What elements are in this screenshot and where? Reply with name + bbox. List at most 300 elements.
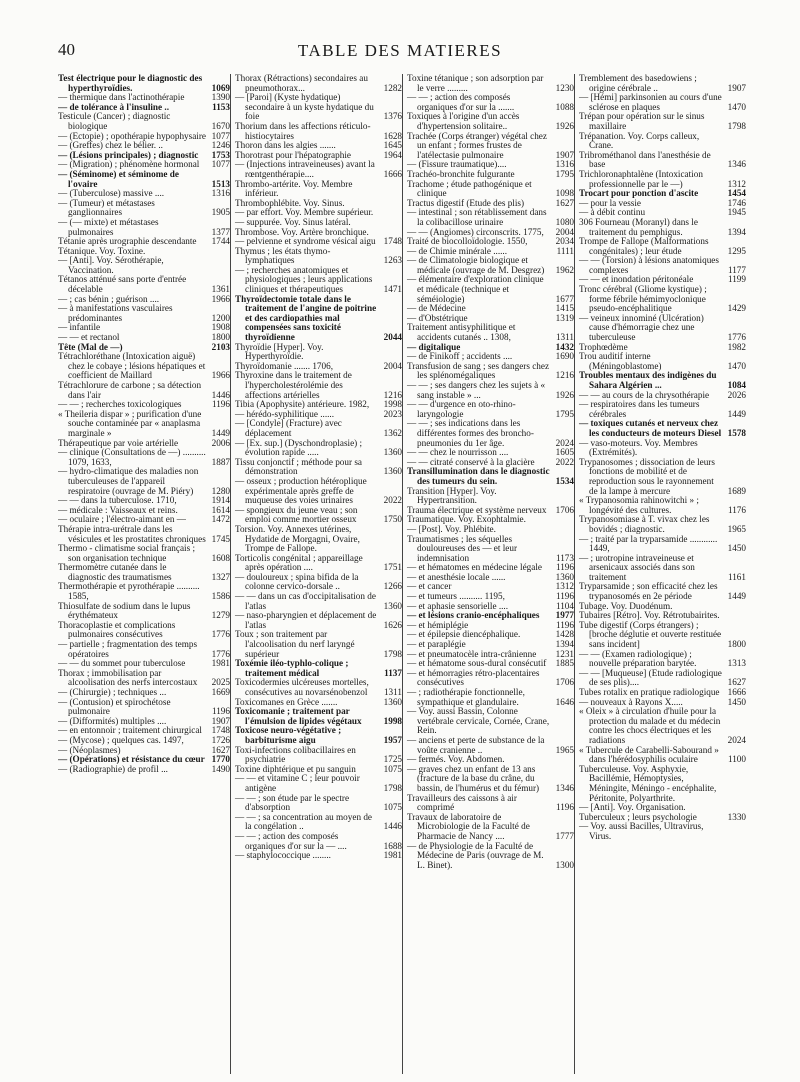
index-columns <box>58 74 748 1074</box>
entry-page-ref: 1513 <box>211 178 230 189</box>
index-entry <box>235 122 402 141</box>
entry-page-ref: 1316 <box>555 159 574 170</box>
entry-text: — douloureux ; spina bifida de la colonne cervico-dorsale .. <box>235 571 359 592</box>
index-entry <box>235 678 402 697</box>
index-entry <box>235 343 402 362</box>
entry-text: — et hématomes en médecine légale <box>407 562 542 573</box>
entry-text: — de Médecine <box>407 303 466 314</box>
entry-text: Thérapeutique par voie artérielle <box>58 437 179 448</box>
index-entry <box>407 707 574 736</box>
entry-page-ref: 1798 <box>383 782 402 793</box>
entry-text: — [Paroi] (Kyste hydatique) secondaire à un kyste hydatique du foie <box>235 92 374 122</box>
index-entry <box>58 669 230 688</box>
index-entry <box>235 630 402 659</box>
entry-page-ref: 1605 <box>555 447 574 458</box>
entry-text: — clinique (Consultations de —) .......... 1079, 1633, <box>58 447 206 467</box>
entry-page-ref: 1977 <box>555 610 574 621</box>
entry-page-ref: 2006 <box>211 437 230 448</box>
entry-page-ref: 1795 <box>555 408 574 419</box>
entry-page-ref: 1748 <box>211 725 230 736</box>
entry-text: — et tumeurs .......... 1195, <box>407 591 505 602</box>
entry-page-ref: 1945 <box>727 207 746 218</box>
entry-page-ref: 1216 <box>555 370 574 381</box>
entry-text: Trypanosomiase à T. vivax chez les bovidés ; diagnostic. <box>579 514 710 534</box>
entry-text: — (Fissure traumatique).... <box>407 159 507 170</box>
entry-text: « Tubercule de Carabelli-Sabourand » dans l'hérédosyphilis oculaire <box>579 744 719 765</box>
entry-page-ref: 2026 <box>727 389 746 400</box>
entry-page-ref: 2004 <box>555 226 574 237</box>
entry-page-ref: 1966 <box>211 370 230 381</box>
entry-text: — — au cours de la chrysothérapie <box>579 389 710 400</box>
entry-text: Tête (Mal de —) <box>58 341 123 352</box>
entry-text: — — (Examen radiologique) ; nouvelle préparation barytée. <box>579 648 697 669</box>
entry-text: Trou auditif interne (Méningoblastome) <box>579 351 662 371</box>
entry-text: — staphylococcique ........ <box>235 850 331 861</box>
index-entry <box>407 400 574 419</box>
index-entry <box>579 237 746 256</box>
entry-text: Tuberculeuse. Voy. Asphyxie, Bacillémie, Hémoptysies, Méningite, Méningo - encéphalite, Péritonite, Polyarthrite. <box>579 763 717 803</box>
entry-page-ref: 1628 <box>383 130 402 141</box>
entry-text: Tuberculeux ; leurs psychologie <box>579 811 697 822</box>
entry-page-ref: 1390 <box>211 92 230 103</box>
entry-text: Tronc cérébral (Gliome kystique) ; forme fébrile hémimyoclonique pseudo-encéphalitique <box>579 284 707 314</box>
index-entry <box>235 592 402 611</box>
entry-text: — (Chirurgie) ; techniques ... <box>58 687 167 697</box>
entry-page-ref: 1394 <box>727 226 746 237</box>
entry-text: Thyroïdomanie ....... 1706, <box>235 360 333 371</box>
entry-page-ref: 1360 <box>383 447 402 458</box>
entry-page-ref: 1330 <box>727 811 746 822</box>
index-entry <box>579 132 746 151</box>
entry-page-ref: 1608 <box>211 552 230 563</box>
index-entry <box>235 93 402 122</box>
entry-page-ref: 1614 <box>211 504 230 515</box>
entry-text: — d'Obstétrique <box>407 312 468 323</box>
entry-page-ref: 1075 <box>383 763 402 774</box>
entry-text: — naso-pharyngien et déplacement de l'atlas <box>235 610 377 630</box>
entry-text: Testicule (Cancer) ; diagnostic biologique <box>58 111 171 131</box>
index-entry <box>58 525 230 544</box>
entry-page-ref: 1750 <box>383 514 402 525</box>
entry-text: — — (Angiomes) circonscrits. 1775, <box>407 226 544 237</box>
index-entry <box>579 496 746 515</box>
entry-page-ref: 1199 <box>727 274 746 285</box>
entry-text: Tribrométhanol dans l'anesthésie de base <box>579 149 711 170</box>
entry-text: — — et rectanol <box>58 332 120 343</box>
entry-page-ref: 2025 <box>211 677 230 688</box>
entry-page-ref: 1449 <box>211 427 230 438</box>
entry-page-ref: 1084 <box>727 380 746 390</box>
entry-page-ref: 1319 <box>555 312 574 323</box>
entry-page-ref: 1645 <box>383 140 402 151</box>
index-entry <box>235 160 402 179</box>
entry-text: — (Séminome) et séminome de l'ovaire <box>58 168 179 189</box>
entry-text: — et anesthésie locale ...... <box>407 571 506 582</box>
entry-text: « Theileria dispar » ; purification d'une souche contaminée par « anaplasma marginale » <box>58 408 202 438</box>
entry-text: Tétrachloréthane (Intoxication aiguë) chez le cobaye ; lésions hépatiques et coefficient de Maillard <box>58 351 206 381</box>
entry-text: — pour la vessie <box>579 197 642 208</box>
index-entry <box>407 535 574 564</box>
index-entry <box>235 659 402 678</box>
entry-text: Tétanos atténué sans porte d'entrée décelable <box>58 274 187 295</box>
entry-text: Toxi-infections colibacillaires en psychiatrie <box>235 744 356 765</box>
entry-page-ref: 1965 <box>555 744 574 755</box>
index-entry <box>579 112 746 131</box>
entry-page-ref: 1677 <box>555 293 574 304</box>
index-entry <box>407 323 574 342</box>
entry-page-ref: 1327 <box>211 571 230 582</box>
entry-page-ref: 1981 <box>211 658 230 669</box>
index-entry <box>407 419 574 448</box>
entry-text: Tubaires [Rétro]. Voy. Rétrotubairites. <box>579 610 720 621</box>
entry-page-ref: 2044 <box>383 332 402 343</box>
entry-page-ref: 1173 <box>555 552 574 563</box>
index-entry <box>235 266 402 295</box>
entry-page-ref: 1246 <box>211 140 230 151</box>
index-entry <box>407 256 574 275</box>
entry-page-ref: 1300 <box>555 859 574 870</box>
entry-page-ref: 1200 <box>211 312 230 323</box>
entry-page-ref: 1744 <box>211 236 230 247</box>
index-entry <box>407 362 574 381</box>
entry-page-ref: 1394 <box>555 639 574 650</box>
index-entry <box>407 381 574 400</box>
entry-text: — — et vitamine C ; leur pouvoir antigène <box>235 773 360 793</box>
index-entry <box>235 774 402 793</box>
entry-text: — de tolérance à l'insuline .. <box>58 101 170 112</box>
entry-page-ref: 1966 <box>211 293 230 304</box>
index-entry <box>235 506 402 525</box>
index-entry <box>407 180 574 199</box>
entry-page-ref: 1196 <box>211 399 230 410</box>
index-entry <box>235 794 402 813</box>
index-entry <box>579 419 746 438</box>
entry-page-ref: 1914 <box>211 495 230 506</box>
index-entry <box>235 419 402 438</box>
entry-page-ref: 1962 <box>555 264 574 275</box>
entry-page-ref: 2024 <box>727 734 746 745</box>
entry-text: Test électrique pour le diagnostic des hyperthyroïdies. <box>58 74 203 93</box>
index-entry <box>58 112 230 131</box>
entry-page-ref: 1470 <box>727 101 746 112</box>
index-entry <box>407 688 574 707</box>
entry-page-ref: 1313 <box>727 658 746 669</box>
entry-page-ref: 1428 <box>555 629 574 640</box>
entry-text: — par effort. Voy. Membre supérieur. <box>235 207 374 218</box>
entry-text: — — citraté conservé à la glacière <box>407 456 535 467</box>
entry-text: — — du sommet pour tuberculose <box>58 658 186 669</box>
entry-page-ref: 1887 <box>211 456 230 467</box>
entry-text: — veineux innominé (Ulcération) cause d'hémorragie chez une tuberculeuse <box>579 312 704 343</box>
entry-page-ref: 1360 <box>383 466 402 477</box>
entry-text: Transillumination dans le diagnostic des tumeurs du sein. <box>407 466 550 486</box>
index-entry <box>579 621 746 650</box>
entry-text: Thiosulfate de sodium dans le lupus érythémateux <box>58 600 191 621</box>
entry-page-ref: 1088 <box>555 101 574 112</box>
entry-page-ref: 1450 <box>727 696 746 707</box>
entry-page-ref: 1706 <box>555 504 574 515</box>
entry-text: Toxicose neuro-végétative ; barbiturisme aigu <box>235 725 342 745</box>
entry-text: — — ; action des composés organiques d'or sur la — .... <box>235 830 347 851</box>
entry-text: Thrombose. Voy. Artère bronchique. <box>235 226 369 237</box>
entry-text: Thoracoplastie et complications pulmonaires consécutives <box>58 619 176 640</box>
entry-page-ref: 1263 <box>383 255 402 266</box>
entry-page-ref: 1908 <box>211 322 230 333</box>
entry-text: — [Anti]. Voy. Organisation. <box>579 802 686 813</box>
entry-text: Trachéo-bronchite fulgurante <box>407 168 515 179</box>
entry-text: — [Anti]. Voy. Sérothérapie, Vaccination. <box>58 255 164 275</box>
index-entry <box>235 851 402 861</box>
index-entry <box>579 554 746 583</box>
entry-text: — Voy. aussi Bacilles, Ultravirus, Virus. <box>579 821 704 841</box>
index-entry <box>58 256 230 275</box>
entry-page-ref: 1311 <box>555 332 574 343</box>
entry-text: Torticolis congénital ; appareillage après opération .... <box>235 552 363 573</box>
index-entry <box>579 74 746 93</box>
entry-text: Traitement antisyphilitique et accidents cutanés .. 1308, <box>407 322 516 343</box>
index-entry <box>235 371 402 400</box>
entry-page-ref: 1346 <box>555 782 574 793</box>
entry-text: — (Tuberculose) massive .... <box>58 188 165 199</box>
index-column-3 <box>402 74 574 1074</box>
entry-page-ref: 1316 <box>211 188 230 199</box>
entry-text: — [Hémi] parkinsonien au cours d'une sclérose en plaques <box>579 92 722 112</box>
index-entry <box>579 582 746 601</box>
index-entry <box>58 199 230 218</box>
entry-text: Toxiques à l'origine d'un accès d'hypertension solitaire.. <box>407 111 520 131</box>
entry-text: — et hémorragies rétro-placentaires consécutives <box>407 667 540 688</box>
index-entry <box>58 170 230 189</box>
index-entry <box>579 151 746 170</box>
entry-text: — respiratoires dans les tumeurs cérébrales <box>579 399 700 419</box>
entry-page-ref: 1795 <box>555 168 574 179</box>
entry-text: Trauma électrique et système nerveux <box>407 504 547 515</box>
entry-page-ref: 1077 <box>211 130 230 141</box>
entry-page-ref: 1376 <box>383 111 402 122</box>
entry-text: Thorotrast pour l'hépatographie <box>235 149 351 160</box>
index-entry <box>235 180 402 199</box>
entry-text: Thermomètre cutanée dans le diagnostic des traumatismes <box>58 562 172 582</box>
entry-text: — à débit continu <box>579 207 646 218</box>
entry-text: — oculaire ; l'électro-aimant en — <box>58 514 186 525</box>
entry-page-ref: 1470 <box>727 360 746 371</box>
index-entry <box>407 275 574 304</box>
index-entry <box>58 448 230 467</box>
index-entry <box>58 381 230 400</box>
entry-page-ref: 1075 <box>383 802 402 813</box>
entry-page-ref: 1282 <box>383 82 402 93</box>
entry-text: Transfusion de sang ; ses dangers chez les splénomégaliques <box>407 360 550 381</box>
entry-text: — — ; sa concentration au moyen de la congélation .. <box>235 811 373 832</box>
index-entry <box>235 832 402 851</box>
entry-text: Toxicomanes en Grèce ....... <box>235 696 338 707</box>
entry-text: — (Tumeur) et métastases ganglionnaires <box>58 197 155 218</box>
entry-text: Thorax (Rétractions) secondaires au pneumothorax... <box>235 74 368 93</box>
entry-page-ref: 1266 <box>383 581 402 592</box>
index-entry <box>579 515 746 534</box>
index-entry <box>579 650 746 669</box>
entry-page-ref: 1965 <box>727 523 746 534</box>
index-entry <box>579 218 746 237</box>
entry-page-ref: 1429 <box>727 303 746 314</box>
entry-text: — médicale : Vaisseaux et reins. <box>58 504 178 515</box>
index-entry <box>579 746 746 765</box>
index-entry <box>407 74 574 93</box>
entry-text: — et épilepsie diencéphalique. <box>407 629 521 640</box>
entry-page-ref: 1450 <box>727 543 746 554</box>
index-entry <box>407 842 574 871</box>
entry-page-ref: 1905 <box>211 207 230 218</box>
entry-text: Thorax ; immobilisation par alcoolisation des nerfs intercostaux <box>58 667 198 688</box>
entry-page-ref: 1753 <box>211 149 230 160</box>
entry-text: — et paraplégie <box>407 639 466 650</box>
entry-text: — — dans la tuberculose. 1710, <box>58 495 177 506</box>
index-entry <box>579 669 746 688</box>
entry-text: — — ; recherches toxicologiques <box>58 399 182 410</box>
entry-page-ref: 1706 <box>555 677 574 688</box>
entry-text: — (Néoplasmes) <box>58 744 121 755</box>
entry-page-ref: 1415 <box>555 303 574 314</box>
entry-page-ref: 1998 <box>383 715 402 726</box>
index-entry <box>579 400 746 419</box>
entry-page-ref: 1964 <box>383 149 402 160</box>
index-entry <box>407 112 574 131</box>
index-entry <box>579 314 746 343</box>
entry-text: Tétanie après urographie descendante <box>58 236 197 247</box>
entry-text: Thrombophlébite. Voy. Sinus. <box>235 197 345 208</box>
entry-text: — Voy. aussi Bassin, Colonne vertébrale cervicale, Cornée, Crane, Rein. <box>407 706 550 736</box>
entry-text: Tubage. Voy. Duodénum. <box>579 600 673 611</box>
entry-page-ref: 2024 <box>555 437 574 448</box>
entry-text: — osseux ; production hétéroplique expérimentale après greffe de muqueuse des voies urinaires <box>235 475 367 506</box>
index-entry <box>235 439 402 458</box>
entry-text: Toxémie iléo-typhlo-colique ; traitement médical <box>235 658 349 678</box>
entry-text: — graves chez un enfant de 13 ans (fracture de la base du crâne, du bassin, de l'humérus et du fémur) <box>407 763 540 793</box>
entry-text: Traité de biocolloïdologie. 1550, <box>407 236 528 247</box>
entry-page-ref: 2103 <box>211 341 230 352</box>
entry-page-ref: 1726 <box>211 734 230 745</box>
entry-text: — (Difformités) multiples .... <box>58 715 167 726</box>
index-entry <box>579 371 746 390</box>
entry-page-ref: 1177 <box>727 264 746 275</box>
index-entry <box>579 170 746 189</box>
index-entry <box>407 669 574 688</box>
index-entry <box>407 813 574 842</box>
entry-text: Toux ; son traitement par l'alcoolisation du nerf laryngé supérieur <box>235 629 355 659</box>
entry-page-ref: 1472 <box>211 514 230 525</box>
entry-text: Tube digestif (Corps étrangers) ; [broche déglutie et ouverte restituée sans incident] <box>579 619 722 650</box>
entry-text: Travaux de laboratoire de Microbiologie de la Faculté de Pharmacie de Nancy .... <box>407 811 530 841</box>
entry-page-ref: 1746 <box>727 197 746 208</box>
entry-text: — hérédo-syphilitique ...... <box>235 408 335 419</box>
entry-page-ref: 1449 <box>727 408 746 419</box>
entry-text: — infantile <box>58 322 101 333</box>
entry-page-ref: 1311 <box>383 687 402 697</box>
entry-text: — — dans un cas d'occipitalisation de l'atlas <box>235 591 376 611</box>
entry-text: — de Chimie minérale ...... <box>407 245 508 256</box>
entry-page-ref: 1800 <box>727 639 746 650</box>
entry-page-ref: 1666 <box>727 687 746 697</box>
entry-page-ref: 1446 <box>383 821 402 832</box>
entry-page-ref: 1907 <box>727 82 746 93</box>
entry-text: — — d'urgence en oto-rhino-laryngologie <box>407 399 516 419</box>
index-entry <box>58 640 230 659</box>
entry-text: — [Post]. Voy. Phlébite. <box>407 523 496 534</box>
entry-text: — thermique dans l'actinothérapie <box>58 92 185 103</box>
entry-page-ref: 1432 <box>555 341 574 352</box>
entry-text: — ; recherches anatomiques et physiologiques ; leurs applications cliniques et thérapeutiques <box>235 264 373 295</box>
entry-page-ref: 1100 <box>727 754 746 765</box>
index-entry <box>58 582 230 601</box>
entry-text: — [Ex. sup.] (Dyschondroplasie) ; évolution rapide ..... <box>235 437 363 458</box>
index-entry <box>235 477 402 506</box>
entry-text: — partielle ; fragmentation des temps opératoires <box>58 639 198 659</box>
entry-text: — suppurée. Voy. Sinus latéral. <box>235 216 351 227</box>
entry-text: — digitalique <box>407 341 461 352</box>
entry-page-ref: 1360 <box>383 696 402 707</box>
entry-text: — et hémiplégie <box>407 619 469 630</box>
entry-page-ref: 1926 <box>555 120 574 131</box>
entry-text: Tubes rotalix en pratique radiologique <box>579 687 720 697</box>
index-entry <box>407 736 574 755</box>
entry-page-ref: 1216 <box>383 389 402 400</box>
entry-page-ref: 1080 <box>555 216 574 227</box>
entry-text: — (Greffes) chez le bélier. .. <box>58 140 163 151</box>
entry-text: Thyroïdectomie totale dans le traitement de l'angine de poitrine et des cardiopathies mal compensées sans toxicité thyroïdienne <box>235 293 377 343</box>
index-entry <box>235 707 402 726</box>
entry-text: — et lésions cranio-encéphaliques <box>407 610 540 621</box>
index-entry <box>579 352 746 371</box>
entry-text: — (Opérations) et résistance du cœur <box>58 754 205 765</box>
entry-page-ref: 1926 <box>555 389 574 400</box>
index-entry <box>58 544 230 563</box>
index-entry <box>407 794 574 813</box>
index-entry <box>58 602 230 621</box>
entry-page-ref: 2022 <box>383 495 402 506</box>
entry-text: — et pneumatocèle intra-crânienne <box>407 648 537 659</box>
entry-text: « Oleix » à circulation d'huile pour la protection du malade et du médecin contre les chocs électriques et les radiations <box>579 706 721 745</box>
entry-text: — toxiques cutanés et nerveux chez les conducteurs de moteurs Diesel <box>579 418 722 438</box>
entry-text: — anciens et perte de substance de la voûte cranienne .. <box>407 734 545 755</box>
index-entry <box>407 208 574 227</box>
index-entry <box>235 525 402 554</box>
entry-page-ref: 2004 <box>383 360 402 371</box>
entry-text: Tissu conjonctif ; méthode pour sa démonstration <box>235 456 363 477</box>
entry-text: — élémentaire d'exploration clinique et médicale (technique et séméiologie) <box>407 274 544 304</box>
entry-page-ref: 1776 <box>211 629 230 640</box>
entry-page-ref: 2022 <box>555 456 574 467</box>
entry-text: Thoron dans les algies ....... <box>235 140 336 151</box>
entry-text: — (Contusion) et spirochétose pulmonaire <box>58 696 171 717</box>
index-column-2 <box>230 74 402 1074</box>
entry-text: — (— mixte) et métastases pulmonaires <box>58 216 159 237</box>
entry-text: Thymus ; les états thymo-lymphatiques <box>235 245 331 266</box>
entry-text: — en entonnoir ; traitement chirurgical <box>58 725 202 736</box>
entry-page-ref: 1776 <box>211 648 230 659</box>
entry-page-ref: 1982 <box>727 341 746 352</box>
entry-page-ref: 1231 <box>555 648 574 659</box>
entry-page-ref: 1725 <box>383 754 402 765</box>
entry-page-ref: 1069 <box>211 82 230 93</box>
index-entry <box>579 285 746 314</box>
entry-text: Transition [Hyper]. Voy. Hypertransition. <box>407 485 497 506</box>
entry-text: — — ; ses indications dans les différentes formes des broncho-pneumonies du 1er âge. <box>407 418 534 448</box>
index-entry <box>58 410 230 439</box>
index-entry <box>235 573 402 592</box>
index-entry <box>58 698 230 717</box>
entry-text: — ; urotropine intraveineuse et arsenicaux associés dans son traitement <box>579 552 695 582</box>
entry-page-ref: 1669 <box>211 687 230 697</box>
